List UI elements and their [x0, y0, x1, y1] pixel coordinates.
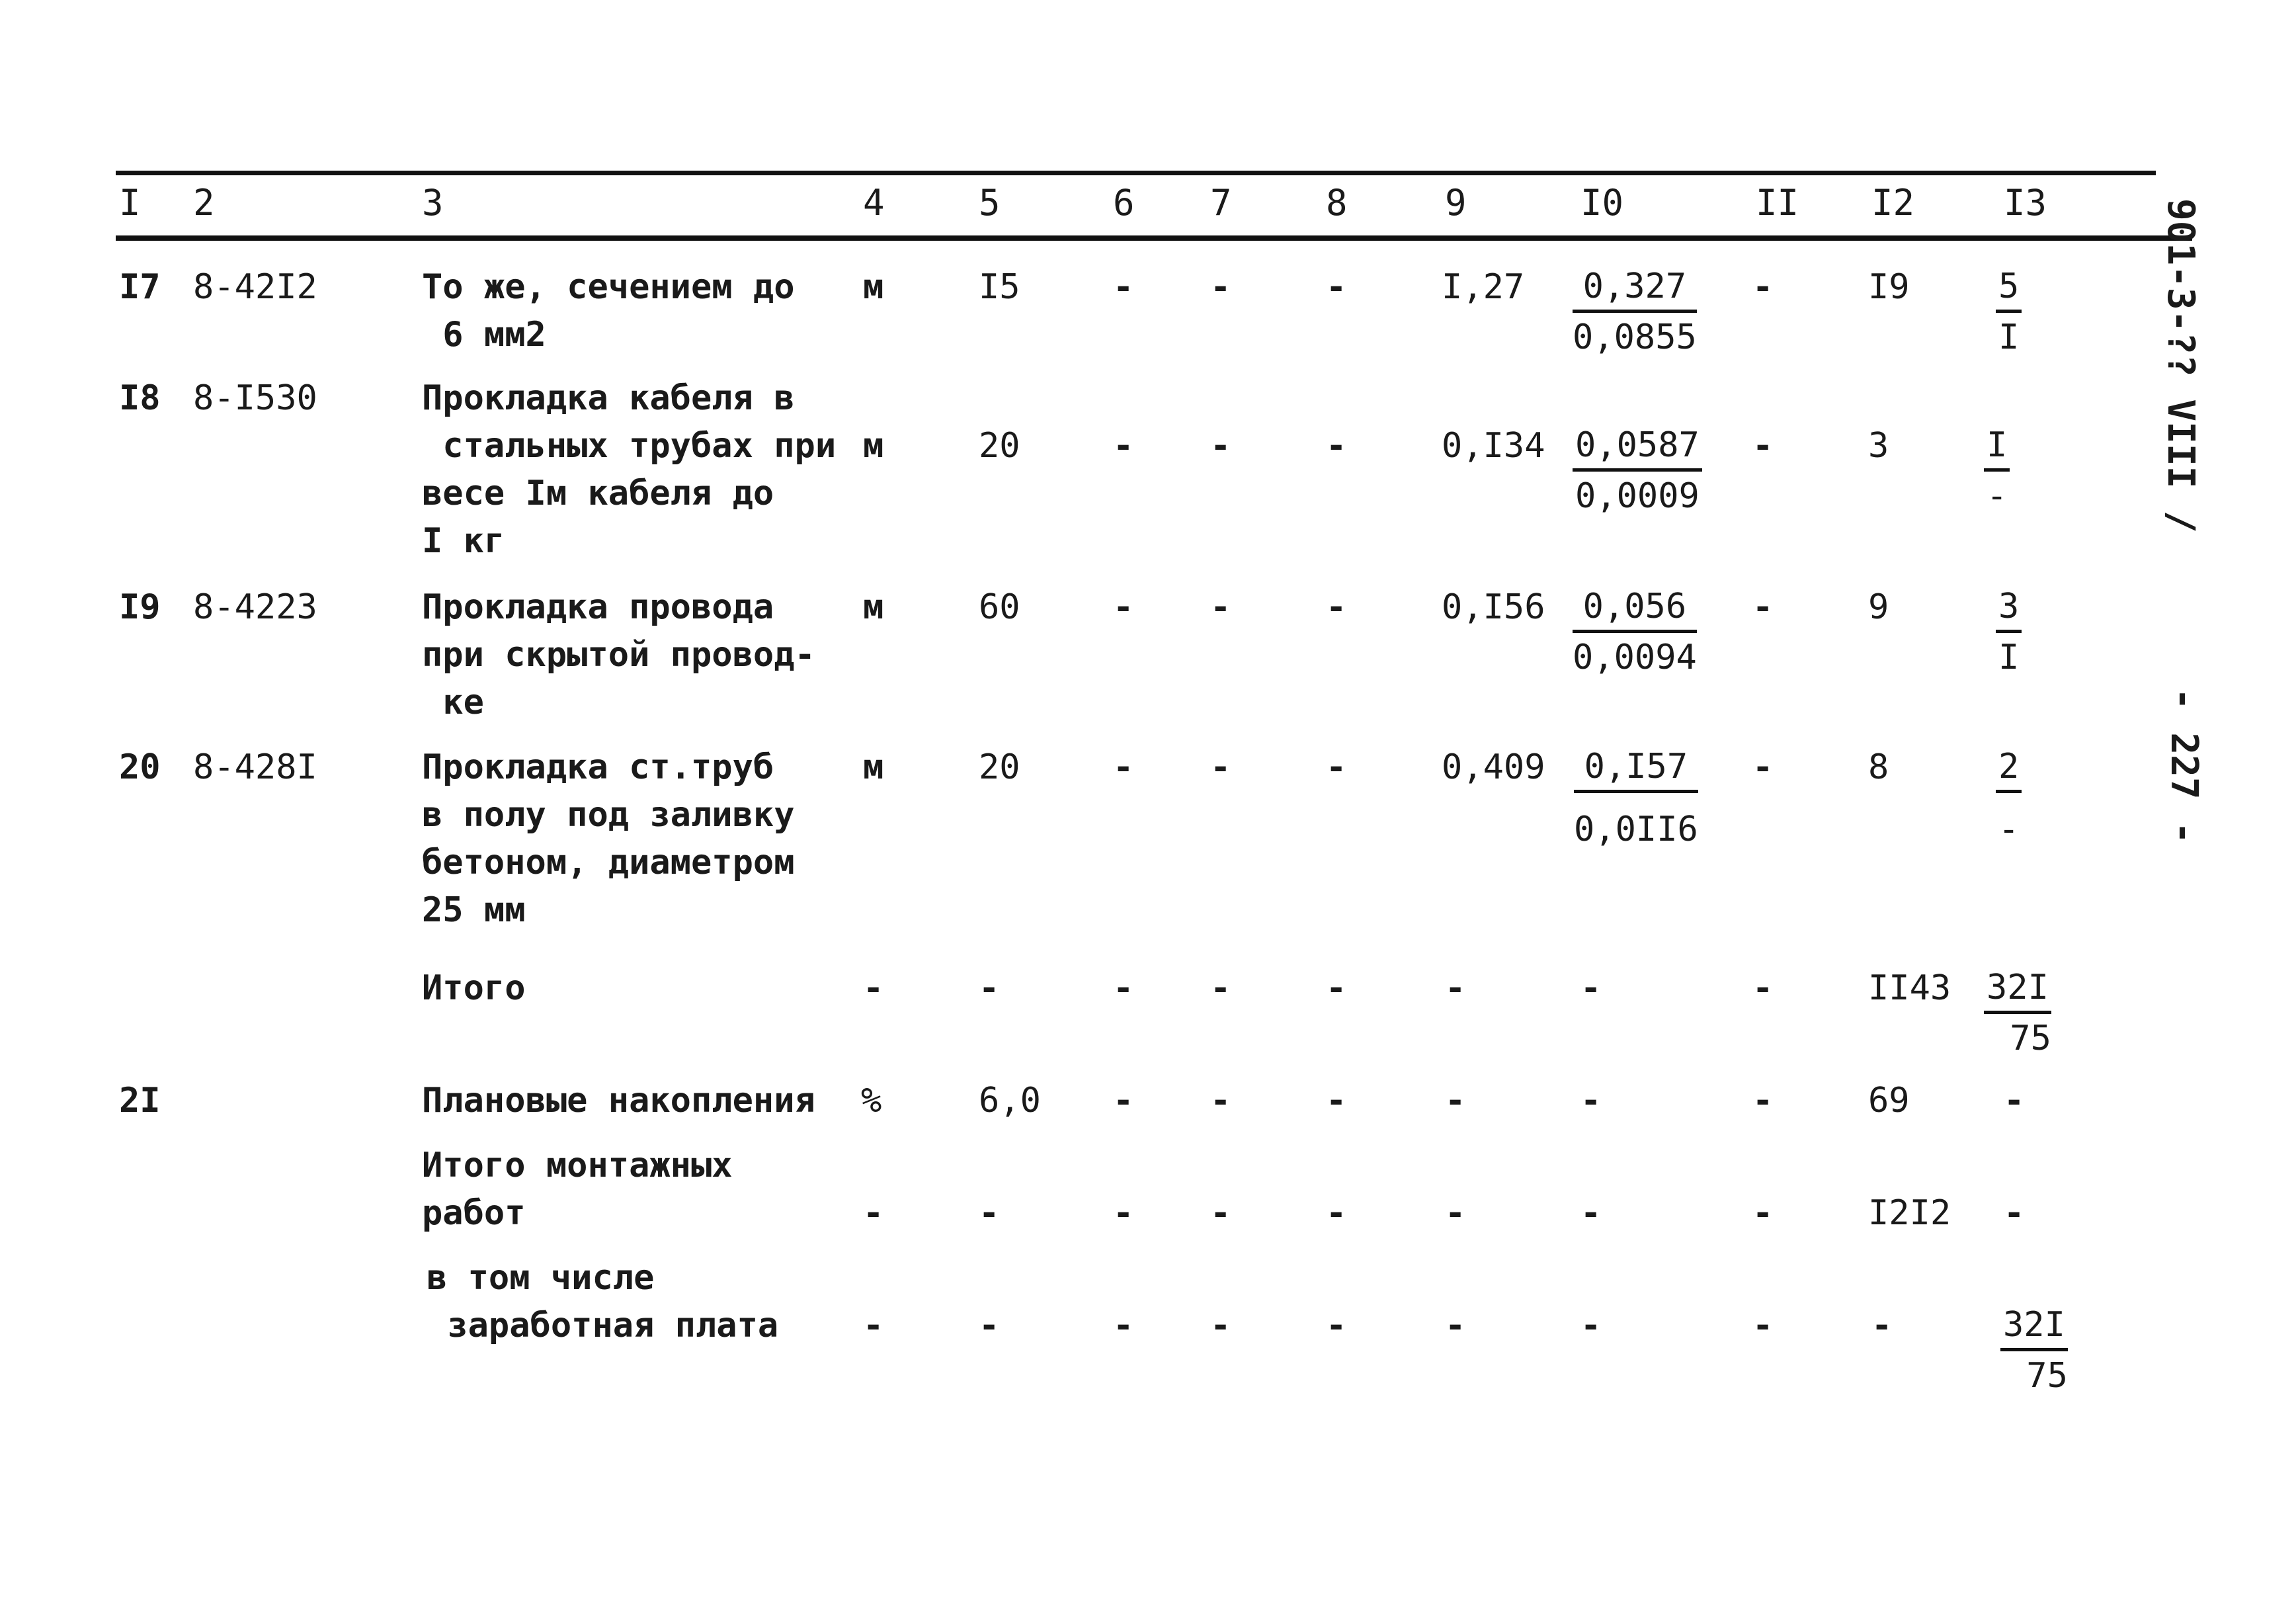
row-unit: м — [863, 587, 884, 627]
row-col11: - — [1752, 267, 1774, 307]
header-col-7: 7 — [1210, 182, 1232, 224]
row-name: Прокладка провода при скрытой провод- ке — [422, 587, 815, 722]
header-col-2: 2 — [193, 182, 215, 224]
row-col6: - — [1113, 747, 1134, 787]
total-col13-fraction — [1984, 964, 2051, 1063]
row-col10-fraction — [1573, 263, 1697, 362]
fraction-numerator: 0,I57 — [1574, 743, 1698, 793]
row-col9: I,27 — [1442, 267, 1525, 307]
row-col5: 20 — [979, 747, 1020, 787]
fraction-denominator: I — [1998, 317, 2020, 357]
row-col11: - — [1752, 587, 1774, 627]
fraction-numerator: 32I — [2000, 1302, 2068, 1351]
row-col13-fraction — [1996, 743, 2022, 866]
row-code: 8-I530 — [193, 378, 317, 418]
salary-label: в том числе заработная плата — [427, 1258, 779, 1345]
row-unit: м — [863, 747, 884, 787]
row-col8: - — [1326, 426, 1347, 466]
total-mount-col9: - — [1445, 1193, 1466, 1233]
fraction-numerator: 5 — [1996, 263, 2022, 313]
total-mount-col12: I2I2 — [1868, 1193, 1951, 1233]
accum-col7: - — [1210, 1081, 1231, 1120]
row-col11: - — [1752, 426, 1774, 466]
total-col5: - — [979, 968, 1000, 1008]
total-mount-col5: - — [979, 1193, 1000, 1233]
row-col8: - — [1326, 587, 1347, 627]
header-col-6: 6 — [1113, 182, 1135, 224]
total-mount-col4: - — [863, 1193, 884, 1233]
fraction-numerator: 32I — [1984, 964, 2051, 1014]
fraction-denominator: - — [1998, 810, 2020, 849]
header-col-5: 5 — [979, 182, 1001, 224]
row-col12: 3 — [1868, 426, 1889, 466]
row-col5: I5 — [979, 267, 1020, 307]
total-col8: - — [1326, 968, 1347, 1008]
total-mount-label: Итого монтажных работ — [422, 1146, 733, 1233]
total-mount-col8: - — [1326, 1193, 1347, 1233]
accum-col6: - — [1113, 1081, 1134, 1120]
total-mount-col7: - — [1210, 1193, 1231, 1233]
total-col11: - — [1752, 968, 1774, 1008]
fraction-denominator: I — [1998, 638, 2020, 677]
total-label: Итого — [422, 968, 526, 1008]
fraction-numerator: 0,327 — [1573, 263, 1697, 313]
row-col13-fraction — [1996, 583, 2022, 682]
row-number: 20 — [119, 747, 161, 787]
header-col-10: I0 — [1580, 182, 1624, 224]
row-code: 8-42I2 — [193, 267, 317, 307]
row-col12: 8 — [1868, 747, 1889, 787]
row-col10-fraction — [1573, 422, 1702, 521]
fraction-denominator: - — [1987, 476, 2008, 516]
total-mount-col13: - — [2004, 1193, 2025, 1233]
row-name: То же, сечением до 6 мм2 — [422, 267, 795, 355]
row-col9: 0,I56 — [1442, 587, 1545, 627]
salary-col5: - — [979, 1306, 1000, 1345]
header-col-13: I3 — [2004, 182, 2047, 224]
salary-col6: - — [1113, 1306, 1134, 1345]
row-name: Прокладка кабеля в стальных трубах при весе Iм кабеля до I кг — [422, 378, 837, 561]
fraction-denominator: 0,0009 — [1575, 476, 1700, 516]
salary-col10: - — [1580, 1306, 1602, 1345]
salary-col4: - — [863, 1306, 884, 1345]
fraction-denominator: 0,0094 — [1573, 638, 1697, 677]
total-col9: - — [1445, 968, 1466, 1008]
row-col12: 9 — [1868, 587, 1889, 627]
accum-col12: 69 — [1868, 1081, 1910, 1120]
total-col4: - — [863, 968, 884, 1008]
total-col7: - — [1210, 968, 1231, 1008]
header-col-12: I2 — [1871, 182, 1915, 224]
accum-col11: - — [1752, 1081, 1774, 1120]
accum-col10: - — [1580, 1081, 1602, 1120]
fraction-denominator: 75 — [2010, 1019, 2051, 1058]
row-name: Прокладка ст.труб в полу под заливку бетоном, диаметром 25 мм — [422, 747, 795, 930]
row-col10-fraction — [1574, 743, 1698, 866]
total-col12: II43 — [1868, 968, 1951, 1008]
top-rule — [116, 171, 2156, 175]
fraction-numerator: 0,0587 — [1573, 422, 1702, 472]
salary-col12: - — [1871, 1306, 1893, 1345]
row-unit: м — [863, 267, 884, 307]
accum-col13: - — [2004, 1081, 2025, 1120]
row-col12: I9 — [1868, 267, 1910, 307]
row-col8: - — [1326, 267, 1347, 307]
row-col5: 60 — [979, 587, 1020, 627]
total-col10: - — [1580, 968, 1602, 1008]
accum-col8: - — [1326, 1081, 1347, 1120]
header-rule — [116, 235, 2192, 241]
row-col9: 0,I34 — [1442, 426, 1545, 466]
total-mount-col6: - — [1113, 1193, 1134, 1233]
total-mount-col10: - — [1580, 1193, 1602, 1233]
fraction-numerator: 2 — [1996, 743, 2022, 793]
row-col7: - — [1210, 747, 1231, 787]
row-unit: м — [863, 426, 884, 466]
row-col6: - — [1113, 587, 1134, 627]
row-col13-fraction — [1984, 422, 2010, 521]
header-col-1: I — [119, 182, 141, 224]
row-col7: - — [1210, 587, 1231, 627]
fraction-numerator: 3 — [1996, 583, 2022, 633]
row-col7: - — [1210, 426, 1231, 466]
total-col6: - — [1113, 968, 1134, 1008]
salary-col9: - — [1445, 1306, 1466, 1345]
salary-col11: - — [1752, 1306, 1774, 1345]
salary-col7: - — [1210, 1306, 1231, 1345]
row-number: 2I — [119, 1081, 161, 1120]
fraction-numerator: I — [1984, 422, 2010, 472]
row-col8: - — [1326, 747, 1347, 787]
fraction-denominator: 0,0II6 — [1574, 810, 1698, 849]
header-col-8: 8 — [1326, 182, 1348, 224]
row-number: I8 — [119, 378, 161, 418]
fraction-numerator: 0,056 — [1573, 583, 1697, 633]
row-col6: - — [1113, 426, 1134, 466]
header-col-11: II — [1756, 182, 1799, 224]
fraction-denominator: 0,0855 — [1573, 317, 1697, 357]
header-col-3: 3 — [422, 182, 444, 224]
side-page-number: - 227 - — [2162, 688, 2205, 845]
row-col13-fraction — [1996, 263, 2022, 362]
row-code: 8-4223 — [193, 587, 317, 627]
salary-col8: - — [1326, 1306, 1347, 1345]
total-mount-col11: - — [1752, 1193, 1774, 1233]
row-col11: - — [1752, 747, 1774, 787]
side-document-code: 901-3-?? VIII / — [2159, 198, 2202, 533]
accum-col9: - — [1445, 1081, 1466, 1120]
fraction-denominator: 75 — [2026, 1356, 2068, 1396]
row-col9: 0,409 — [1442, 747, 1545, 787]
row-col5: 20 — [979, 426, 1020, 466]
row-number: I9 — [119, 587, 161, 627]
header-col-4: 4 — [863, 182, 885, 224]
row-number: I7 — [119, 267, 161, 307]
accum-unit: % — [861, 1081, 882, 1120]
row-col10-fraction — [1573, 583, 1697, 682]
header-col-9: 9 — [1445, 182, 1467, 224]
accum-label: Плановые накопления — [422, 1081, 815, 1120]
row-col6: - — [1113, 267, 1134, 307]
row-code: 8-428I — [193, 747, 317, 787]
row-col7: - — [1210, 267, 1231, 307]
salary-col13-fraction — [2000, 1302, 2068, 1400]
accum-col5: 6,0 — [979, 1081, 1041, 1120]
